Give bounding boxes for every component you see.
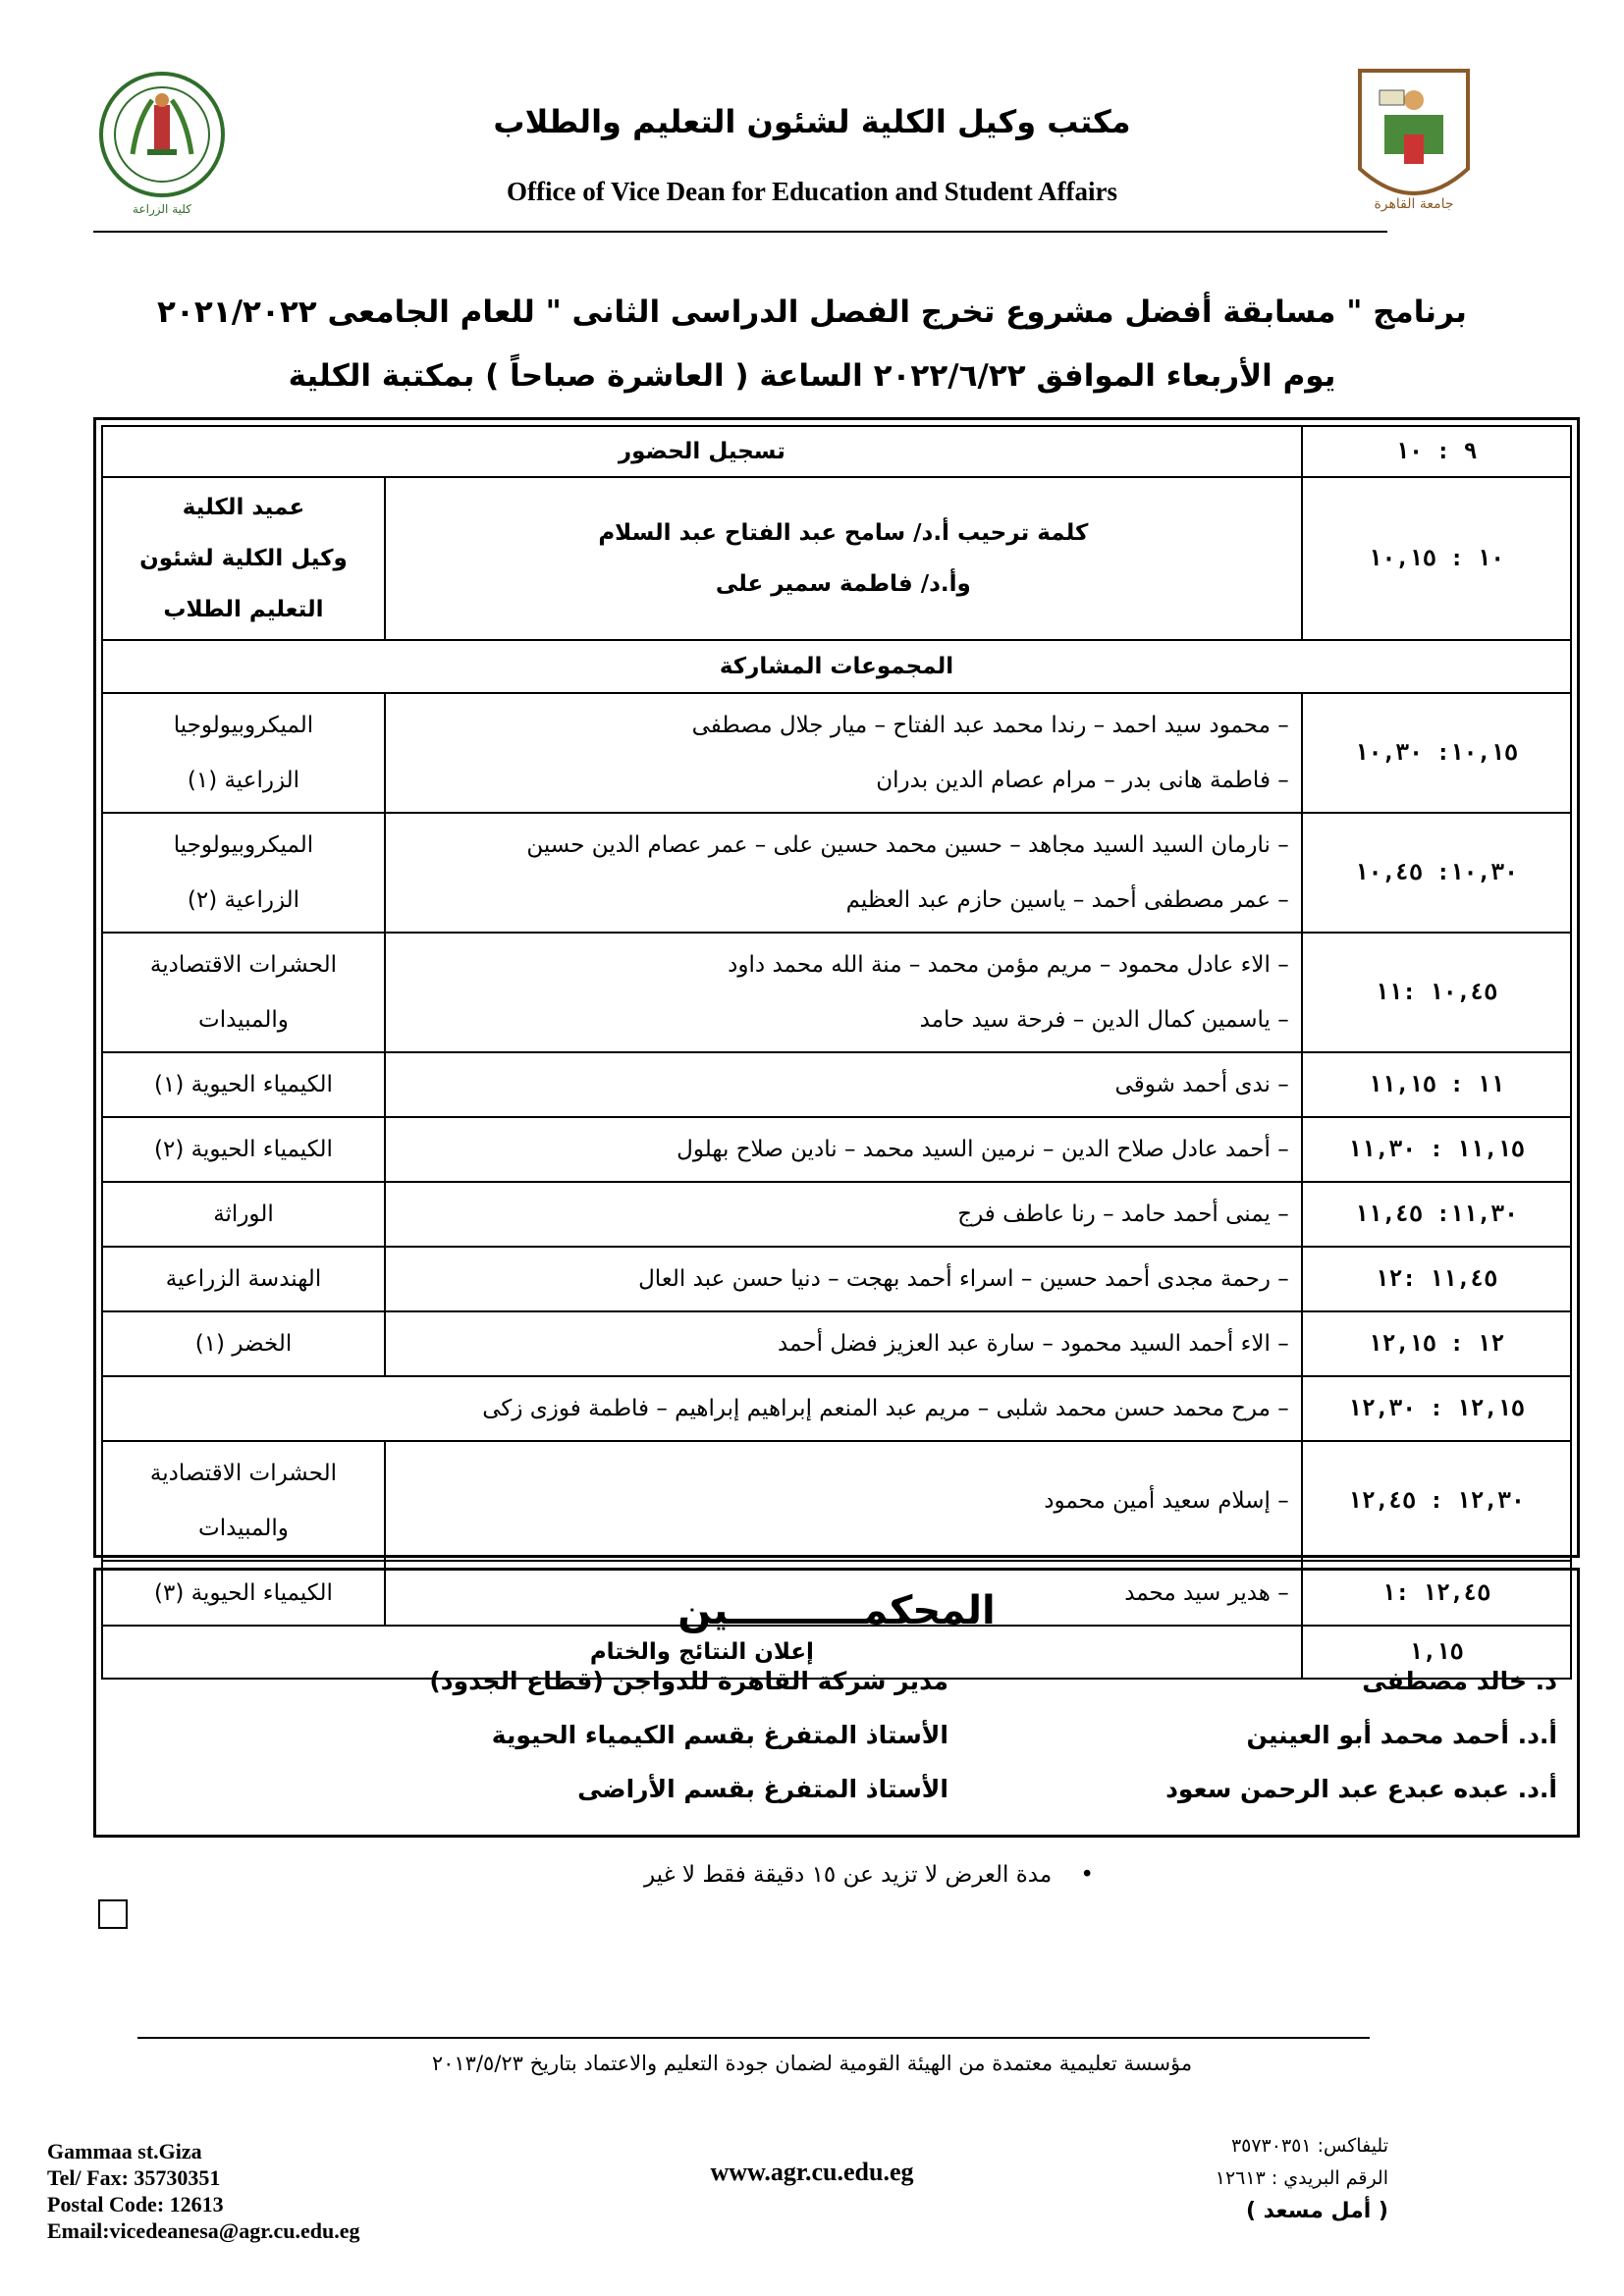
contact-arabic	[1216, 2130, 1388, 2227]
phone-line: Tel/ Fax: 35730351	[47, 2165, 221, 2190]
groups-header: المجموعات المشاركة	[102, 640, 1571, 693]
table-row	[102, 426, 1571, 477]
department-name: الحشرات الاقتصادية	[149, 1461, 338, 1486]
judge-row	[116, 1775, 1557, 1824]
time-cell: ١١,٤٥ :١٢	[1302, 1247, 1571, 1311]
department-name: الكيمياء الحيوية (٣)	[154, 1580, 333, 1606]
student-names: – الاء عادل محمود – مريم مؤمن محمد – منة الله محمد داود	[728, 952, 1289, 978]
judge-row	[116, 1721, 1557, 1770]
department-cell	[102, 1441, 385, 1561]
schedule-table	[101, 425, 1572, 1680]
student-names: – عمر مصطفى أحمد – ياسين حازم عبد العظيم	[845, 887, 1289, 913]
time-cell: ١,١٥	[1302, 1626, 1571, 1679]
department-name: الوراثة	[213, 1201, 274, 1227]
time-cell: ١١,١٥ : ١١,٣٠	[1302, 1117, 1571, 1182]
names-cell	[102, 1376, 1302, 1441]
table-row	[102, 1117, 1571, 1182]
names-cell	[385, 1182, 1302, 1247]
department-cell	[102, 1311, 385, 1376]
student-names: – رحمة مجدى أحمد حسين – اسراء أحمد بهجت – دنيا حسن عبد العال	[638, 1266, 1289, 1292]
department-cell	[102, 1117, 385, 1182]
time-cell: ١٢,٤٥ :١	[1302, 1561, 1571, 1626]
names-cell	[385, 1247, 1302, 1311]
judge-role: مدير شركة القاهرة للدواجن (قطاع الجدود)	[429, 1667, 948, 1695]
time-cell: ١١ : ١١,١٥	[1302, 1052, 1571, 1117]
department-name: الزراعية (١)	[187, 768, 300, 793]
program-title: برنامج " مسابقة أفضل مشروع تخرج الفصل الدراسى الثانى " للعام الجامعى ٢٠٢١/٢٠٢٢	[157, 294, 1467, 330]
office-title-english: Office of Vice Dean for Education and Student Affairs	[507, 177, 1117, 206]
judge-name: أ.د. أحمد محمد أبو العينين	[1246, 1721, 1557, 1749]
names-cell	[385, 1311, 1302, 1376]
department-name: والمبيدات	[198, 1007, 289, 1033]
time-cell: ١٢,١٥ : ١٢,٣٠	[1302, 1376, 1571, 1441]
footer-divider	[137, 2037, 1370, 2039]
department-cell	[102, 1247, 385, 1311]
time-cell: ١٠,١٥: ١٠,٣٠	[1302, 693, 1571, 813]
time-cell: ١٢ : ١٢,١٥	[1302, 1311, 1571, 1376]
welcome-speech	[385, 477, 1302, 640]
program-date: يوم الأربعاء الموافق ٢٠٢٢/٦/٢٢ الساعة ( العاشرة صباحاً ) بمكتبة الكلية	[288, 358, 1336, 394]
signature-name: ( أمل مسعد )	[1245, 2199, 1388, 2223]
student-names: – ياسمين كمال الدين – فرحة سيد حامد	[919, 1007, 1289, 1033]
table-row	[102, 1182, 1571, 1247]
table-row	[102, 693, 1571, 813]
department-cell	[102, 933, 385, 1052]
judges-box	[93, 1568, 1580, 1838]
student-names: – الاء أحمد السيد محمود – سارة عبد العزيز فضل أحمد	[778, 1331, 1289, 1357]
svg-text:جامعة القاهرة: جامعة القاهرة	[1374, 196, 1454, 212]
table-row	[102, 813, 1571, 933]
department-name: الكيمياء الحيوية (١)	[154, 1072, 333, 1097]
judge-role: الأستاذ المتفرغ بقسم الكيمياء الحيوية	[491, 1721, 948, 1749]
time-cell: ١٢,٣٠ : ١٢,٤٥	[1302, 1441, 1571, 1561]
student-names: – هدير سيد محمد	[1124, 1580, 1289, 1606]
student-names: – فاطمة هانى بدر – مرام عصام الدين بدران	[876, 768, 1289, 793]
department-name: والمبيدات	[198, 1516, 289, 1541]
names-cell	[385, 693, 1302, 813]
table-row	[102, 933, 1571, 1052]
names-cell	[385, 1117, 1302, 1182]
university-logo	[1350, 61, 1478, 228]
header-divider	[93, 231, 1387, 233]
time-cell: ٩ : ١٠	[1302, 426, 1571, 477]
department-cell	[102, 1182, 385, 1247]
fax-line: تليفاكس: ٣٥٧٣٠٣٥١	[1230, 2135, 1388, 2157]
email-line: Email:vicedeanesa@agr.cu.edu.eg	[47, 2218, 360, 2243]
student-names: – أحمد عادل صلاح الدين – نرمين السيد محمد – نادين صلاح بهلول	[677, 1137, 1289, 1162]
department-name: الزراعية (٢)	[187, 887, 300, 913]
department-name: الحشرات الاقتصادية	[149, 952, 338, 978]
time-cell: ١٠ : ١٠,١٥	[1302, 477, 1571, 640]
address-line: Gammaa st.Giza	[47, 2139, 202, 2163]
closing-label: إعلان النتائج والختام	[102, 1626, 1302, 1679]
time-cell: ١٠,٣٠: ١٠,٤٥	[1302, 813, 1571, 933]
contact-english	[47, 2138, 359, 2244]
student-names: – يمنى أحمد حامد – رنا عاطف فرج	[957, 1201, 1289, 1227]
website-link[interactable]: www.agr.cu.edu.eg	[710, 2158, 914, 2186]
student-names: – نارمان السيد السيد مجاهد – حسين محمد حسين على – عمر عصام الدين حسين	[526, 832, 1289, 858]
department-name: الكيمياء الحيوية (٢)	[154, 1137, 333, 1162]
duration-note-text: مدة العرض لا تزيد عن ١٥ دقيقة فقط لا غير	[643, 1862, 1053, 1888]
welcome-line: كلمة ترحيب أ.د/ سامح عبد الفتاح عبد السلام	[598, 520, 1089, 546]
table-row	[102, 1311, 1571, 1376]
role-line: عميد الكلية	[182, 495, 305, 520]
names-cell	[385, 1052, 1302, 1117]
student-names: – إسلام سعيد أمين محمود	[1044, 1488, 1289, 1514]
table-row	[102, 1247, 1571, 1311]
table-row	[102, 640, 1571, 693]
checkbox[interactable]	[98, 1899, 128, 1929]
welcome-line: وأ.د/ فاطمة سمير على	[715, 571, 971, 597]
postal-code-line: الرقم البريدي : ١٢٦١٣	[1215, 2167, 1388, 2189]
department-name: الهندسة الزراعية	[165, 1266, 322, 1292]
judge-name: د. خالد مصطفى	[1362, 1667, 1557, 1695]
role-line: وكيل الكلية لشئون التعليم الطلاب	[139, 546, 348, 622]
postal-line: Postal Code: 12613	[47, 2192, 224, 2216]
department-cell	[102, 813, 385, 933]
office-title-arabic: مكتب وكيل الكلية لشئون التعليم والطلاب	[493, 103, 1131, 140]
duration-note	[644, 1862, 1094, 1888]
department-name: الميكروبيولوجيا	[173, 713, 314, 738]
student-names: – محمود سيد احمد – رندا محمد عبد الفتاح – ميار جلال مصطفى	[691, 713, 1289, 738]
names-cell	[385, 813, 1302, 933]
table-row	[102, 477, 1571, 640]
department-name: الميكروبيولوجيا	[173, 832, 314, 858]
time-cell: ١١,٣٠: ١١,٤٥	[1302, 1182, 1571, 1247]
department-cell	[102, 1052, 385, 1117]
names-cell	[385, 1441, 1302, 1561]
accreditation-text: مؤسسة تعليمية معتمدة من الهيئة القومية لضمان جودة التعليم والاعتماد بتاريخ ٢٠١٣/٥/٢٣	[431, 2052, 1193, 2075]
judge-name: أ.د. عبده عبدع عبد الرحمن سعود	[1165, 1775, 1557, 1803]
department-name: الخضر (١)	[194, 1331, 293, 1357]
table-row	[102, 1052, 1571, 1117]
svg-text:كلية الزراعة: كلية الزراعة	[133, 202, 191, 216]
table-row	[102, 1376, 1571, 1441]
bullet-icon: •	[1058, 1862, 1094, 1888]
department-cell	[102, 693, 385, 813]
judge-role: الأستاذ المتفرغ بقسم الأراضى	[577, 1775, 948, 1803]
table-row	[102, 1441, 1571, 1561]
judges-title: المحكمــــــــــين	[677, 1588, 996, 1633]
student-names: – مرح محمد حسن محمد شلبى – مريم عبد المنعم إبراهيم إبراهيم – فاطمة فوزى زكى	[482, 1396, 1289, 1421]
names-cell	[385, 933, 1302, 1052]
welcome-roles	[102, 477, 385, 640]
student-names: – ندى أحمد شوقى	[1114, 1072, 1289, 1097]
registration-label: تسجيل الحضور	[102, 426, 1302, 477]
judge-row	[116, 1667, 1557, 1716]
time-cell: ١٠,٤٥ :١١	[1302, 933, 1571, 1052]
